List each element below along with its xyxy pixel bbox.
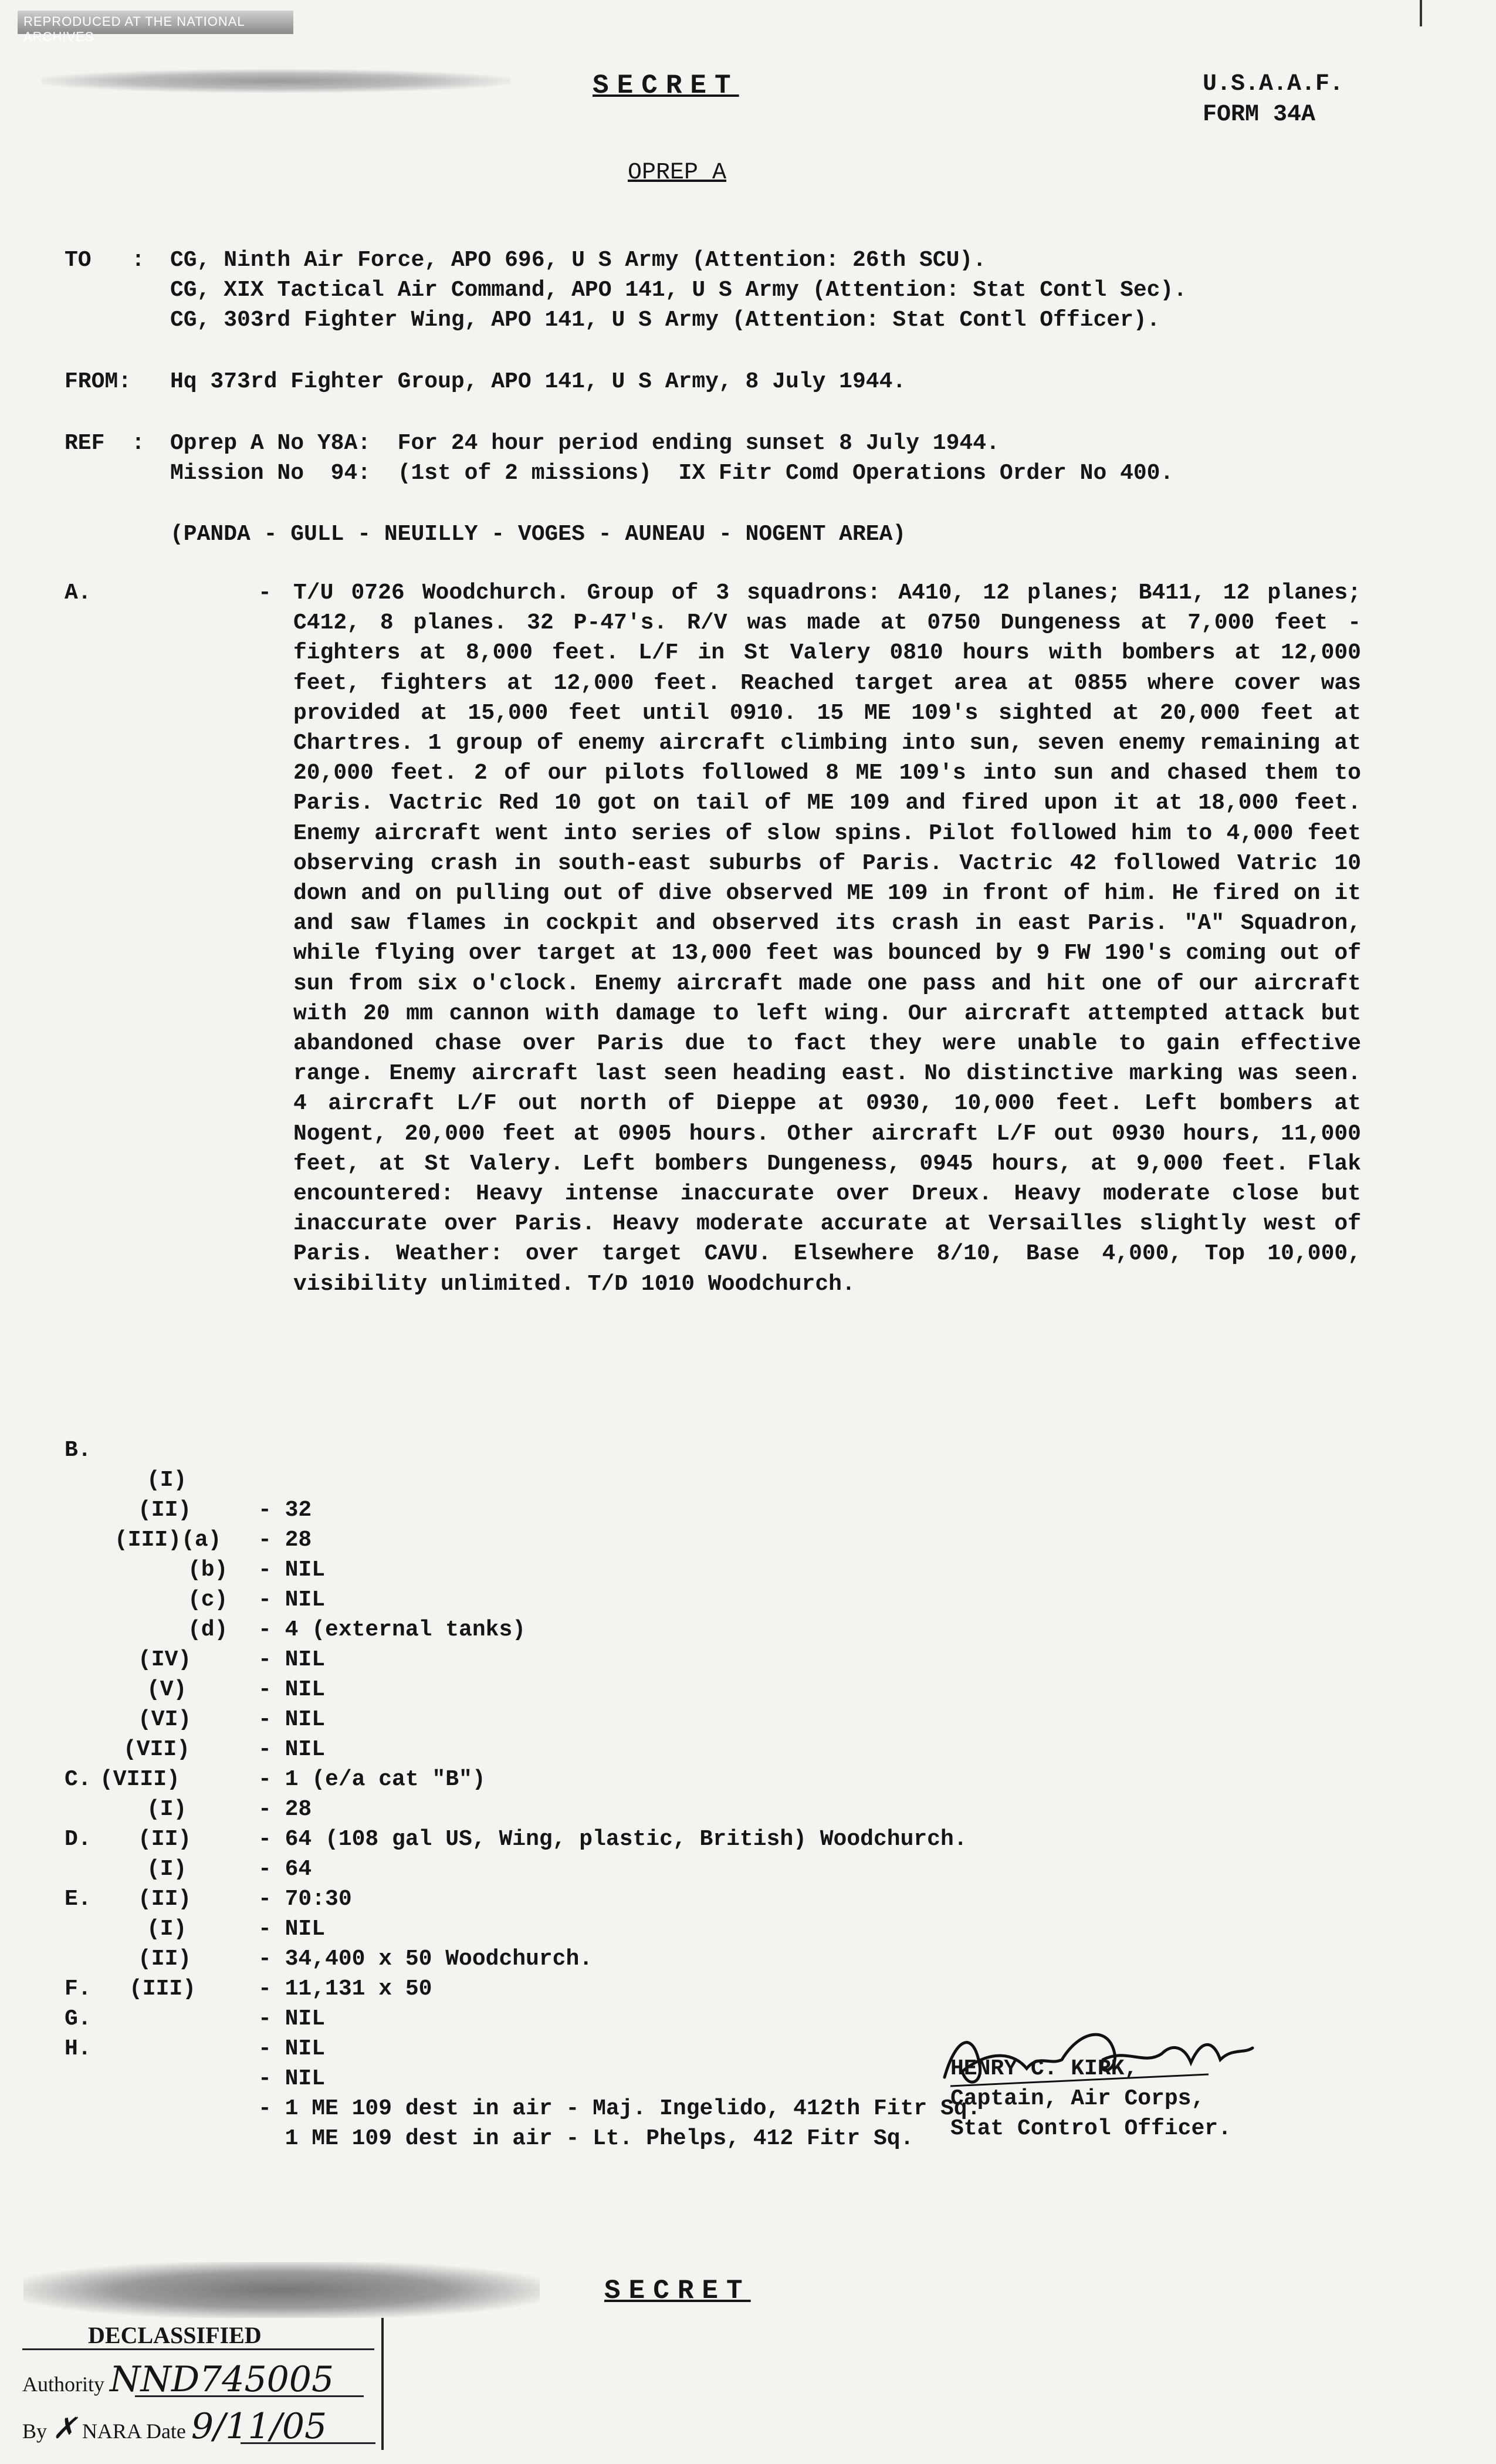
item-value: - 1 (e/a cat "B") — [258, 1767, 486, 1792]
item-sub: (II) — [138, 1498, 192, 1523]
to-label: TO : — [65, 248, 145, 273]
item-section: B. — [65, 1438, 92, 1463]
to-line-3: CG, 303rd Fighter Wing, APO 141, U S Army (Attention: Stat Contl Officer). — [170, 307, 1160, 333]
item-section: G. — [65, 2006, 92, 2032]
form-id-line1: U.S.A.A.F. — [1203, 71, 1344, 97]
item-sub: (III) — [129, 1976, 197, 2002]
item-value: - NIL — [258, 1557, 326, 1583]
ref-line-1: Oprep A No Y8A: For 24 hour period ending sunset 8 July 1944. — [170, 431, 1000, 456]
section-a-narrative: T/U 0726 Woodchurch. Group of 3 squadrons: A410, 12 planes; B411, 12 planes; C412, 8 planes. 32 P-47's. R/V was made at 0750 Dungeness at 7,000 feet - fighters at 8,000 feet. L/F in St Valery 0810 hours with bombers at 12,000 feet, fighters at 12,000 feet. Reached target area at 0855 where cover was provided at 15,000 feet until 0910. 15 ME 109's sighted at 20,000 feet at Chartres. 1 group of enemy aircraft climbing into sun, seven enemy remaining at 20,000 feet. 2 of our pilots followed 8 ME 109's into sun and chased them to Paris. Vactric Red 10 got on tail of ME 109 and fired upon it at 18,000 feet. Enemy aircraft went into series of slow spins. Pilot followed him to 4,000 feet observing crash in south-east suburbs of Paris. Vactric 42 followed Vatric 10 down and on pulling out of dive observed ME 109 in front of him. He fired on it and saw flames in cockpit and observed its crash in east Paris. "A" Squadron, while flying over target at 13,000 feet was bounced by 9 FW 190's coming out of sun from six o'clock. Enemy aircraft made one pass and hit one of our aircraft with 20 mm cannon with damage to left wing. Our aircraft attempted attack but abandoned chase over Paris due to fact they were unable to gain effective range. Enemy aircraft last seen heading east. No distinctive marking was seen. 4 aircraft L/F out north of Dieppe at 0930, 10,000 feet. Left bombers at Nogent, 20,000 feet at 0905 hours. Other aircraft L/F out 0930 hours, 11,000 feet, at St Valery. Left bombers Dungeness, 0945 hours, at 9,000 feet. Flak encountered: Heavy intense inaccurate over Dreux. Heavy moderate close but inaccurate over Paris. Heavy moderate accurate at Versailles slightly west of Paris. Weather: over target CAVU. Elsewhere 8/10, Base 4,000, Top 10,000, visibility unlimited. T/D 1010 Woodchurch. — [293, 580, 1361, 1297]
form-id — [1203, 69, 1343, 130]
item-sub: (IV) — [138, 1647, 192, 1672]
item-sub: (VIII) — [100, 1767, 180, 1792]
item-value: - NIL — [258, 1587, 326, 1613]
item-value: - 70:30 — [258, 1887, 352, 1912]
classification-header: SECRET — [593, 70, 739, 101]
stamp-rule — [241, 2442, 375, 2444]
item-sub: (I) — [147, 1468, 187, 1493]
item-value: - NIL — [258, 1677, 326, 1702]
item-value: - 28 — [258, 1797, 312, 1822]
item-sub: (I) — [147, 1797, 187, 1822]
by-date-line — [22, 2406, 327, 2447]
ref-line-2: Mission No 94: (1st of 2 missions) IX Fitr Comd Operations Order No 400. — [170, 461, 1174, 486]
declassified-heading: DECLASSIFIED — [88, 2322, 262, 2348]
declassification-stamp — [18, 2318, 384, 2450]
item-sub: (II) — [138, 1827, 192, 1852]
item-value: 1 ME 109 dest in air - Lt. Phelps, 412 Fitr Sq. — [258, 2126, 914, 2151]
nara-date-label: NARA Date — [82, 2419, 186, 2443]
to-line-2: CG, XIX Tactical Air Command, APO 141, U S Army (Attention: Stat Contl Sec). — [170, 278, 1187, 303]
item-sub: (I) — [147, 1857, 187, 1882]
item-value: - NIL — [258, 1647, 326, 1672]
item-value: - NIL — [258, 1917, 326, 1942]
item-value: - 34,400 x 50 Woodchurch. — [258, 1946, 593, 1972]
item-value: - 28 — [258, 1527, 312, 1553]
item-sub: (II) — [138, 1946, 192, 1972]
date-value: 9/11/05 — [191, 2406, 327, 2447]
item-section: D. — [65, 1827, 92, 1852]
item-sub: (VI) — [138, 1707, 192, 1732]
item-value: - 1 ME 109 dest in air - Maj. Ingelido, 412th Fitr Sq. — [258, 2096, 981, 2121]
signer-title: Stat Control Officer. — [950, 2116, 1231, 2141]
item-sub: (II) — [138, 1887, 192, 1912]
document-title: OPREP A — [628, 160, 727, 186]
item-section: C. — [65, 1767, 92, 1792]
item-value: - NIL — [258, 2066, 326, 2091]
item-value: - 11,131 x 50 — [258, 1976, 432, 2002]
item-sub: (III)(a) — [114, 1527, 222, 1553]
signer-rank: Captain, Air Corps, — [950, 2086, 1205, 2111]
item-value: - 64 (108 gal US, Wing, plastic, British) Woodchurch. — [258, 1827, 967, 1852]
authority-line — [22, 2359, 334, 2400]
redaction-smudge-top — [41, 69, 510, 93]
archives-stamp: REPRODUCED AT THE NATIONAL ARCHIVES — [18, 11, 293, 34]
stamp-rule — [135, 2395, 364, 2397]
section-a-label: A. — [65, 580, 92, 606]
item-value: - 4 (external tanks) — [258, 1617, 526, 1642]
redaction-smudge-bottom — [23, 2262, 540, 2318]
item-sub: (b) — [188, 1557, 228, 1583]
initials-mark: ✗ — [52, 2411, 77, 2445]
authority-value: NND745005 — [110, 2359, 334, 2400]
form-id-line2: FORM 34A — [1203, 102, 1316, 128]
signer-name: HENRY C. KIRK, — [950, 2056, 1138, 2081]
to-line-1: CG, Ninth Air Force, APO 696, U S Army (Attention: 26th SCU). — [170, 248, 987, 273]
item-value: - NIL — [258, 1707, 326, 1732]
from-label: FROM: — [65, 369, 132, 394]
item-sub: (VII) — [123, 1737, 191, 1762]
item-section: H. — [65, 2036, 92, 2061]
item-sub: (d) — [188, 1617, 228, 1642]
section-a-dash: - — [258, 580, 272, 606]
signature-block — [950, 2054, 1231, 2144]
authority-label: Authority — [22, 2372, 104, 2396]
item-value: - 64 — [258, 1857, 312, 1882]
from-text: Hq 373rd Fighter Group, APO 141, U S Army, 8 July 1944. — [170, 369, 906, 394]
item-value: - NIL — [258, 1737, 326, 1762]
item-section: E. — [65, 1887, 92, 1912]
item-sub: (V) — [147, 1677, 187, 1702]
corner-mark — [1420, 0, 1422, 26]
classification-footer: SECRET — [604, 2276, 751, 2306]
ref-label: REF : — [65, 431, 145, 456]
item-sub: (c) — [188, 1587, 228, 1613]
item-value: - NIL — [258, 2036, 326, 2061]
item-section: F. — [65, 1976, 92, 2002]
stamp-rule — [22, 2348, 374, 2350]
mission-area: (PANDA - GULL - NEUILLY - VOGES - AUNEAU - NOGENT AREA) — [170, 522, 906, 547]
item-sub: (I) — [147, 1917, 187, 1942]
item-value: - NIL — [258, 2006, 326, 2032]
item-value: - 32 — [258, 1498, 312, 1523]
by-label: By — [22, 2419, 48, 2443]
